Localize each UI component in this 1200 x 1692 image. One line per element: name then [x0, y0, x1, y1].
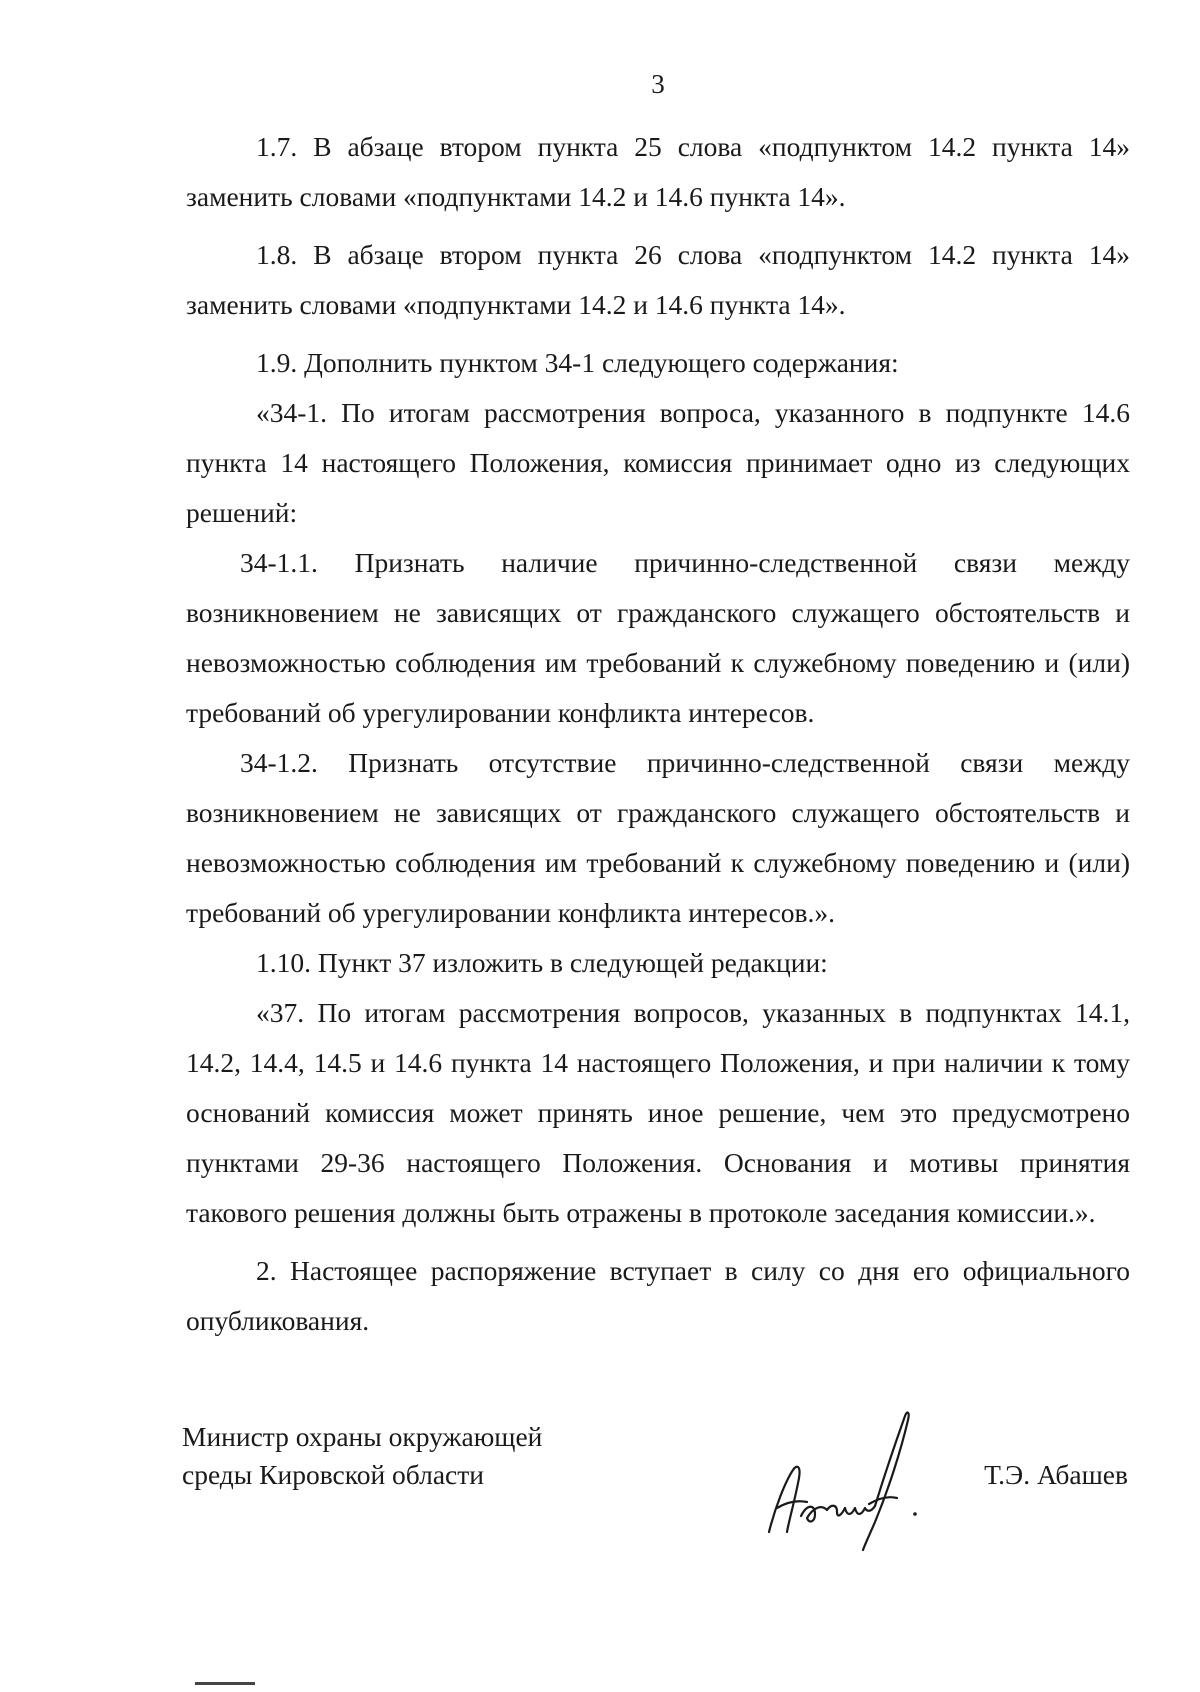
paragraph-1-7: 1.7. В абзаце втором пункта 25 слова «подпунктом 14.2 пункта 14» заменить словами «подпунктами 14.2 и 14.6 пункта 14». [186, 131, 1130, 212]
paragraph-34-1: «34-1. По итогам рассмотрения вопроса, указанного в подпункте 14.6 пункта 14 настоящего Положения, комиссия принимает одно из следующих решений: [186, 397, 1130, 528]
signatory-name: Т.Э. Абашев [984, 1459, 1128, 1490]
handwritten-signature [757, 1404, 927, 1554]
paragraph-37: «37. По итогам рассмотрения вопросов, указанных в подпунктах 14.1, 14.2, 14.4, 14.5 и 14.6 пункта 14 настоящего Положения, и при наличии к тому оснований комиссия может принять иное решение, чем это предусмотрено пунктами 29-36 настоящего Положения. Основания и мотивы принятия такового решения должны быть отражены в протоколе заседания комиссии.». [186, 997, 1130, 1228]
footer-mark [195, 1682, 255, 1685]
signatory-title [182, 1418, 542, 1494]
paragraph-34-1-1: 34-1.1. Признать наличие причинно-следственной связи между возникновением не зависящих от гражданского служащего обстоятельств и невозможностью соблюдения им требований к служебному поведению и (или) требований об урегулировании конфликта интересов. [186, 547, 1130, 728]
paragraph-1-10: 1.10. Пункт 37 изложить в следующей редакции: [256, 947, 828, 978]
page-number: 3 [651, 69, 665, 99]
paragraph-1-8: 1.8. В абзаце втором пункта 26 слова «подпунктом 14.2 пункта 14» заменить словами «подпунктами 14.2 и 14.6 пункта 14». [186, 239, 1130, 320]
signatory-title-line-1: Министр охраны окружающей [182, 1421, 543, 1452]
document-body [186, 122, 1130, 1346]
signatory-title-line-2: среды Кировской области [182, 1459, 484, 1490]
paragraph-1-9: 1.9. Дополнить пунктом 34-1 следующего содержания: [256, 347, 899, 378]
paragraph-2: 2. Настоящее распоряжение вступает в силу со дня его официального опубликования. [186, 1255, 1130, 1336]
paragraph-34-1-2: 34-1.2. Признать отсутствие причинно-следственной связи между возникновением не зависящих от гражданского служащего обстоятельств и невозможностью соблюдения им требований к служебному поведению и (или) требований об урегулировании конфликта интересов.». [186, 747, 1130, 928]
signature-block [182, 1418, 1130, 1568]
